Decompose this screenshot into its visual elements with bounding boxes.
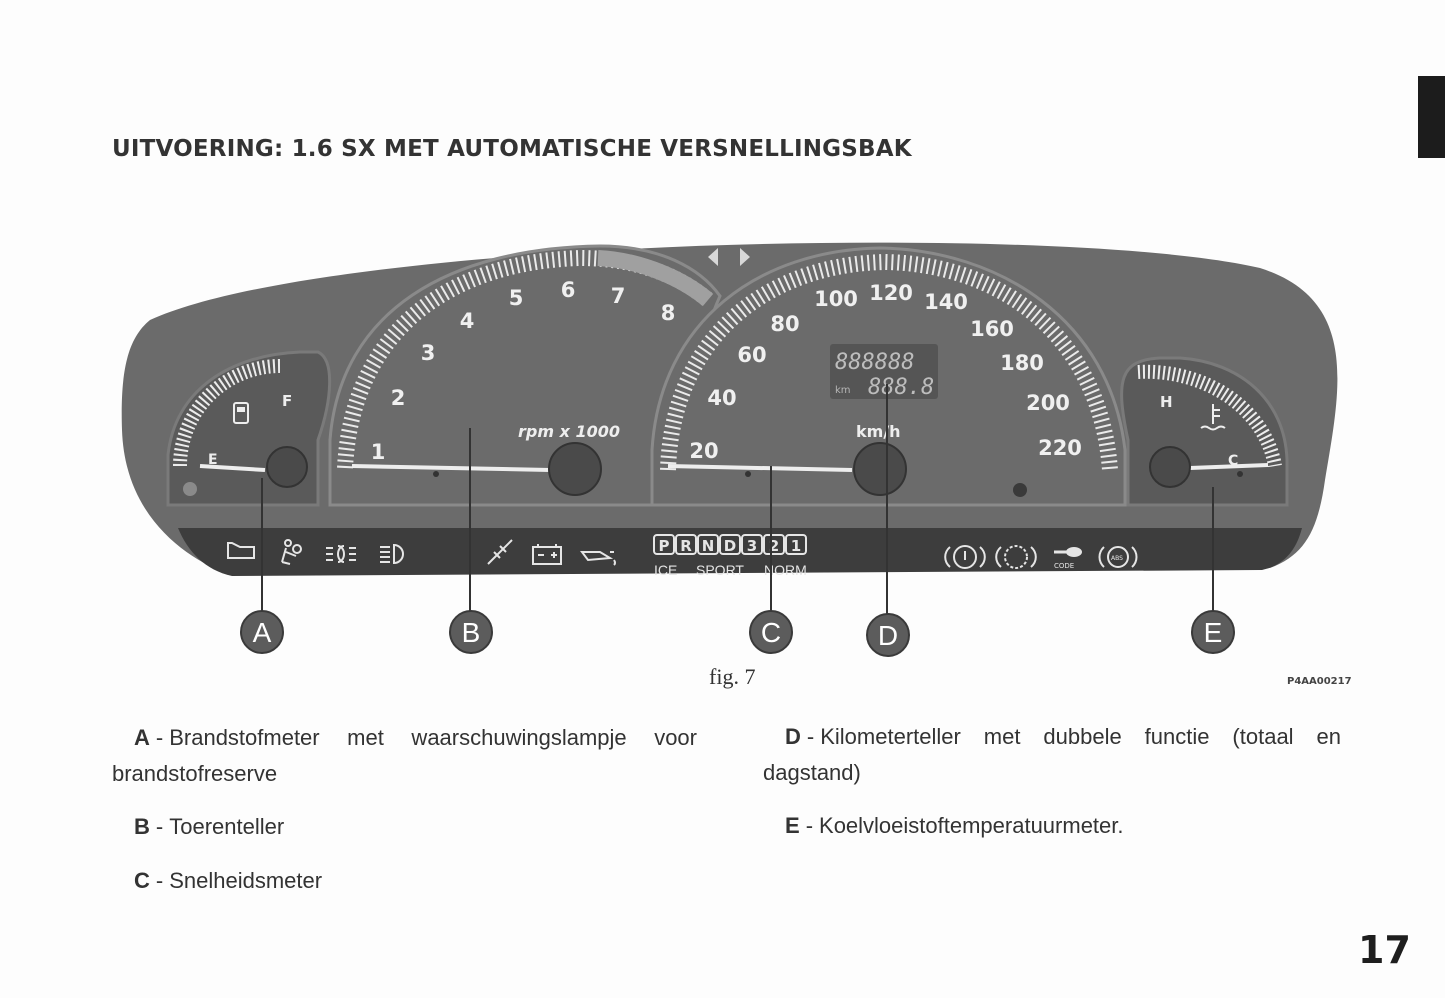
- fuel-full-label: F: [282, 392, 293, 410]
- tachometer-tick-label: 8: [660, 301, 676, 325]
- speedometer-unit-label: km/h: [856, 422, 901, 441]
- tachometer-tick-label: 6: [560, 278, 576, 302]
- legend-item-c: C - Snelheidsmeter: [134, 868, 323, 893]
- legend-text-c: Snelheidsmeter: [169, 868, 323, 893]
- speedometer-tick-label: 60: [737, 343, 767, 367]
- speedometer-hub: [854, 443, 906, 495]
- odometer-trip: 888.8: [868, 375, 935, 400]
- odometer-total: 888888: [835, 350, 915, 375]
- legend-item-e: E - Koelvloeistoftemperatuurmeter.: [785, 813, 1124, 838]
- fuel-needle-hub: [267, 447, 307, 487]
- tachometer-tick-label: 7: [610, 284, 626, 308]
- gear-label: 2: [768, 537, 780, 555]
- legend-key-e: E: [785, 813, 800, 838]
- legend-item-b: B - Toerenteller: [134, 814, 285, 839]
- callout-letter: E: [1203, 617, 1223, 648]
- callout-letter: A: [252, 617, 272, 648]
- speedometer-pin: [745, 471, 751, 477]
- tachometer-pin: [433, 471, 439, 477]
- speedometer-tick-label: 180: [1000, 351, 1044, 375]
- page-number: 17: [1358, 928, 1411, 972]
- speedometer-tick-label: 160: [970, 317, 1014, 341]
- callout-letter: C: [760, 617, 782, 648]
- legend-key-b: B: [134, 814, 150, 839]
- abs-label: ABS: [1111, 555, 1123, 562]
- speedometer-tick-label: 120: [869, 281, 913, 305]
- speedometer-tick-label: 220: [1038, 436, 1082, 460]
- tachometer-tick-label: 4: [459, 309, 475, 333]
- speedometer-tick-label: 20: [689, 439, 719, 463]
- tachometer-unit-label: rpm x 1000: [518, 422, 621, 441]
- speedometer-tick-label: 40: [707, 386, 737, 410]
- fuel-reserve-lamp: [183, 482, 197, 496]
- figure-caption: fig. 7: [709, 664, 756, 689]
- code-label: CODE: [1054, 562, 1075, 570]
- legend-key-a: A: [134, 725, 150, 750]
- legend-item-a: A - Brandstofmeter met waarschuwingslampje voor brandstofreserve: [112, 725, 697, 786]
- legend-key-d: D: [785, 724, 801, 749]
- temp-pin: [1237, 471, 1243, 477]
- gear-mode-label: SPORT: [696, 562, 744, 578]
- callout-letter: D: [877, 620, 899, 651]
- temp-needle-hub: [1150, 447, 1190, 487]
- gear-label: R: [680, 537, 692, 555]
- figure-code: P4AA00217: [1287, 676, 1352, 687]
- callout-letter: B: [461, 617, 481, 648]
- legend-text-b: Toerenteller: [169, 814, 285, 839]
- gear-mode-label: ICE: [654, 562, 678, 578]
- section-title: UITVOERING: 1.6 SX MET AUTOMATISCHE VERSNELLINGSBAK: [112, 136, 912, 162]
- speedometer-tick-label: 100: [814, 287, 858, 311]
- gear-label: P: [658, 537, 670, 555]
- legend-item-d: D - Kilometerteller met dubbele functie (totaal en dagstand): [763, 724, 1341, 785]
- gear-mode-label: NORM: [764, 562, 807, 578]
- fuel-empty-label: E: [208, 452, 218, 468]
- tachometer-tick-label: 5: [508, 286, 524, 310]
- speedometer-lamp: [1013, 483, 1027, 497]
- speedometer-tick-label: 200: [1026, 391, 1070, 415]
- temp-hot-label: H: [1160, 393, 1173, 411]
- tachometer-tick-label: 3: [420, 341, 436, 365]
- tachometer-hub: [549, 443, 601, 495]
- speedometer-tick-label: 140: [924, 290, 968, 314]
- legend-key-c: C: [134, 868, 150, 893]
- gear-label: D: [723, 537, 737, 555]
- legend-text-d: Kilometerteller met dubbele functie (totaal en dagstand): [763, 724, 1341, 785]
- gear-label: 1: [790, 537, 802, 555]
- speedometer-tick-label: 80: [770, 312, 800, 336]
- gear-indicator: [654, 535, 806, 555]
- tachometer-tick-label: 1: [370, 440, 386, 464]
- gear-label: N: [701, 537, 715, 555]
- odometer-unit: km: [835, 385, 851, 396]
- tachometer-tick-label: 2: [390, 386, 406, 410]
- legend-text-e: Koelvloeistoftemperatuurmeter.: [819, 813, 1124, 838]
- temp-cold-label: C: [1228, 453, 1239, 469]
- legend-text-a: Brandstofmeter met waarschuwingslampje voor brandstofreserve: [112, 725, 697, 786]
- gear-mode-labels: [654, 562, 807, 578]
- gear-label: 3: [746, 537, 758, 555]
- callout-markers: [241, 611, 1234, 656]
